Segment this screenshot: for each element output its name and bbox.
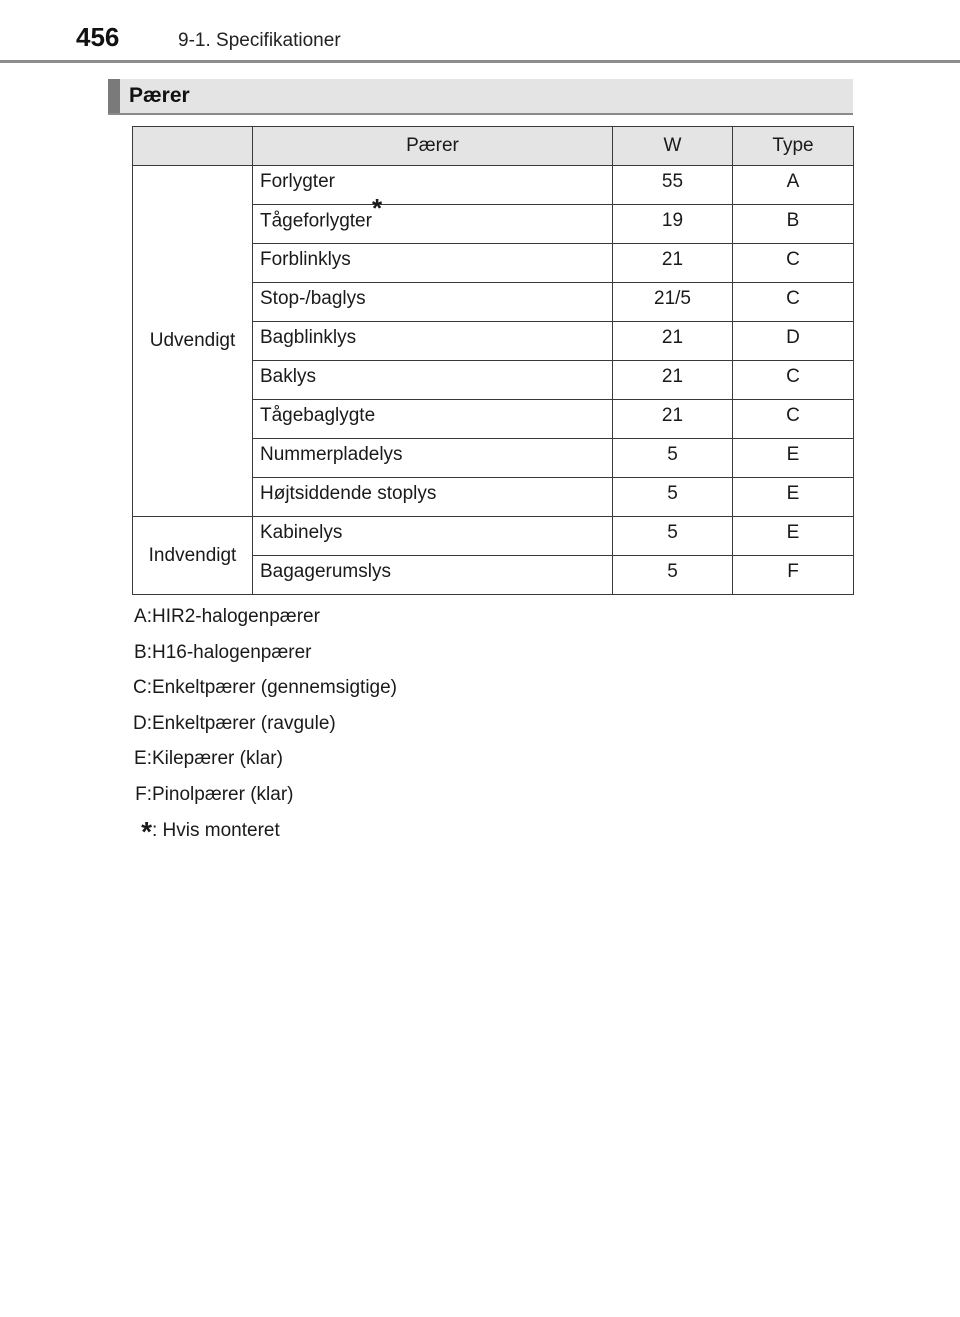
legend-key: C: [133, 677, 152, 699]
section-heading [108, 79, 853, 115]
bulb-name: Bagblinklys [253, 322, 613, 361]
column-header-group [133, 127, 253, 166]
bulb-name: Tågeforlygter [260, 210, 372, 232]
bulb-watt: 5 [613, 556, 733, 595]
table-row [133, 166, 854, 205]
bulb-watt: 5 [613, 517, 733, 556]
section-accent-bar [108, 79, 120, 113]
legend-key: F: [135, 783, 152, 805]
legend-key: E: [134, 748, 152, 770]
bulb-type: E [733, 517, 854, 556]
chapter-title: 9-1. Specifikationer [178, 30, 341, 51]
table-row [133, 517, 854, 556]
legend-desc: Enkeltpærer (ravgule) [152, 712, 336, 734]
bulb-name: Baklys [253, 361, 613, 400]
bulb-name: Stop-/baglys [253, 283, 613, 322]
footnote-asterisk: * [141, 815, 152, 847]
bulb-watt: 55 [613, 166, 733, 205]
bulb-type: E [733, 478, 854, 517]
bulb-type: C [733, 400, 854, 439]
bulb-name: Bagagerumslys [253, 556, 613, 595]
legend-desc: Kilepærer (klar) [152, 748, 283, 770]
legend-key: D: [133, 712, 152, 734]
bulb-watt: 5 [613, 478, 733, 517]
legend-key: B: [134, 641, 152, 663]
footnote [122, 815, 397, 856]
bulb-type: C [733, 361, 854, 400]
legend-key: A: [134, 606, 152, 627]
table-header-row [133, 127, 854, 166]
bulb-watt: 21 [613, 361, 733, 400]
bulb-type: B [733, 205, 854, 244]
legend-desc: H16-halogenpærer [152, 641, 312, 663]
bulb-name: Højtsiddende stoplys [253, 478, 613, 517]
bulb-name: Forblinklys [253, 244, 613, 283]
bulb-watt: 21 [613, 244, 733, 283]
bulb-type: D [733, 322, 854, 361]
bulb-name: Tågebaglygte [253, 400, 613, 439]
bulb-type: F [733, 556, 854, 595]
bulb-type: A [733, 166, 854, 205]
section-title: Pærer [129, 84, 190, 107]
bulb-name: Forlygter [253, 166, 613, 205]
column-header-type: Type [733, 127, 854, 166]
bulb-watt: 21 [613, 400, 733, 439]
footnote-key [122, 815, 152, 856]
legend-desc: Pinolpærer (klar) [152, 783, 294, 805]
bulb-name: Kabinelys [253, 517, 613, 556]
legend-item [122, 713, 397, 749]
bulb-type: E [733, 439, 854, 478]
bulb-watt: 5 [613, 439, 733, 478]
bulb-type: C [733, 283, 854, 322]
bulb-watt: 19 [613, 205, 733, 244]
legend-desc: HIR2-halogenpærer [152, 606, 320, 627]
bulb-name: Nummerpladelys [253, 439, 613, 478]
footnote-text: : Hvis monteret [152, 819, 280, 841]
header-rule [0, 60, 960, 63]
bulb-type: C [733, 244, 854, 283]
group-label-exterior: Udvendigt [133, 166, 253, 517]
legend-item [122, 642, 397, 678]
bulb-watt: 21/5 [613, 283, 733, 322]
footnote-asterisk: * [371, 193, 383, 223]
legend-item [122, 677, 397, 713]
column-header-bulb: Pærer [253, 127, 613, 166]
legend-item [122, 606, 397, 642]
group-label-interior: Indvendigt [133, 517, 253, 595]
column-header-watt: W [613, 127, 733, 166]
legend-desc: Enkeltpærer (gennemsigtige) [152, 677, 398, 699]
legend-item [122, 784, 397, 820]
bulb-type-legend [122, 606, 397, 855]
bulb-spec-table [132, 126, 854, 595]
bulb-name-cell [253, 193, 613, 244]
bulb-watt: 21 [613, 322, 733, 361]
page-number: 456 [76, 22, 120, 52]
legend-item [122, 748, 397, 784]
page-header [0, 0, 960, 64]
